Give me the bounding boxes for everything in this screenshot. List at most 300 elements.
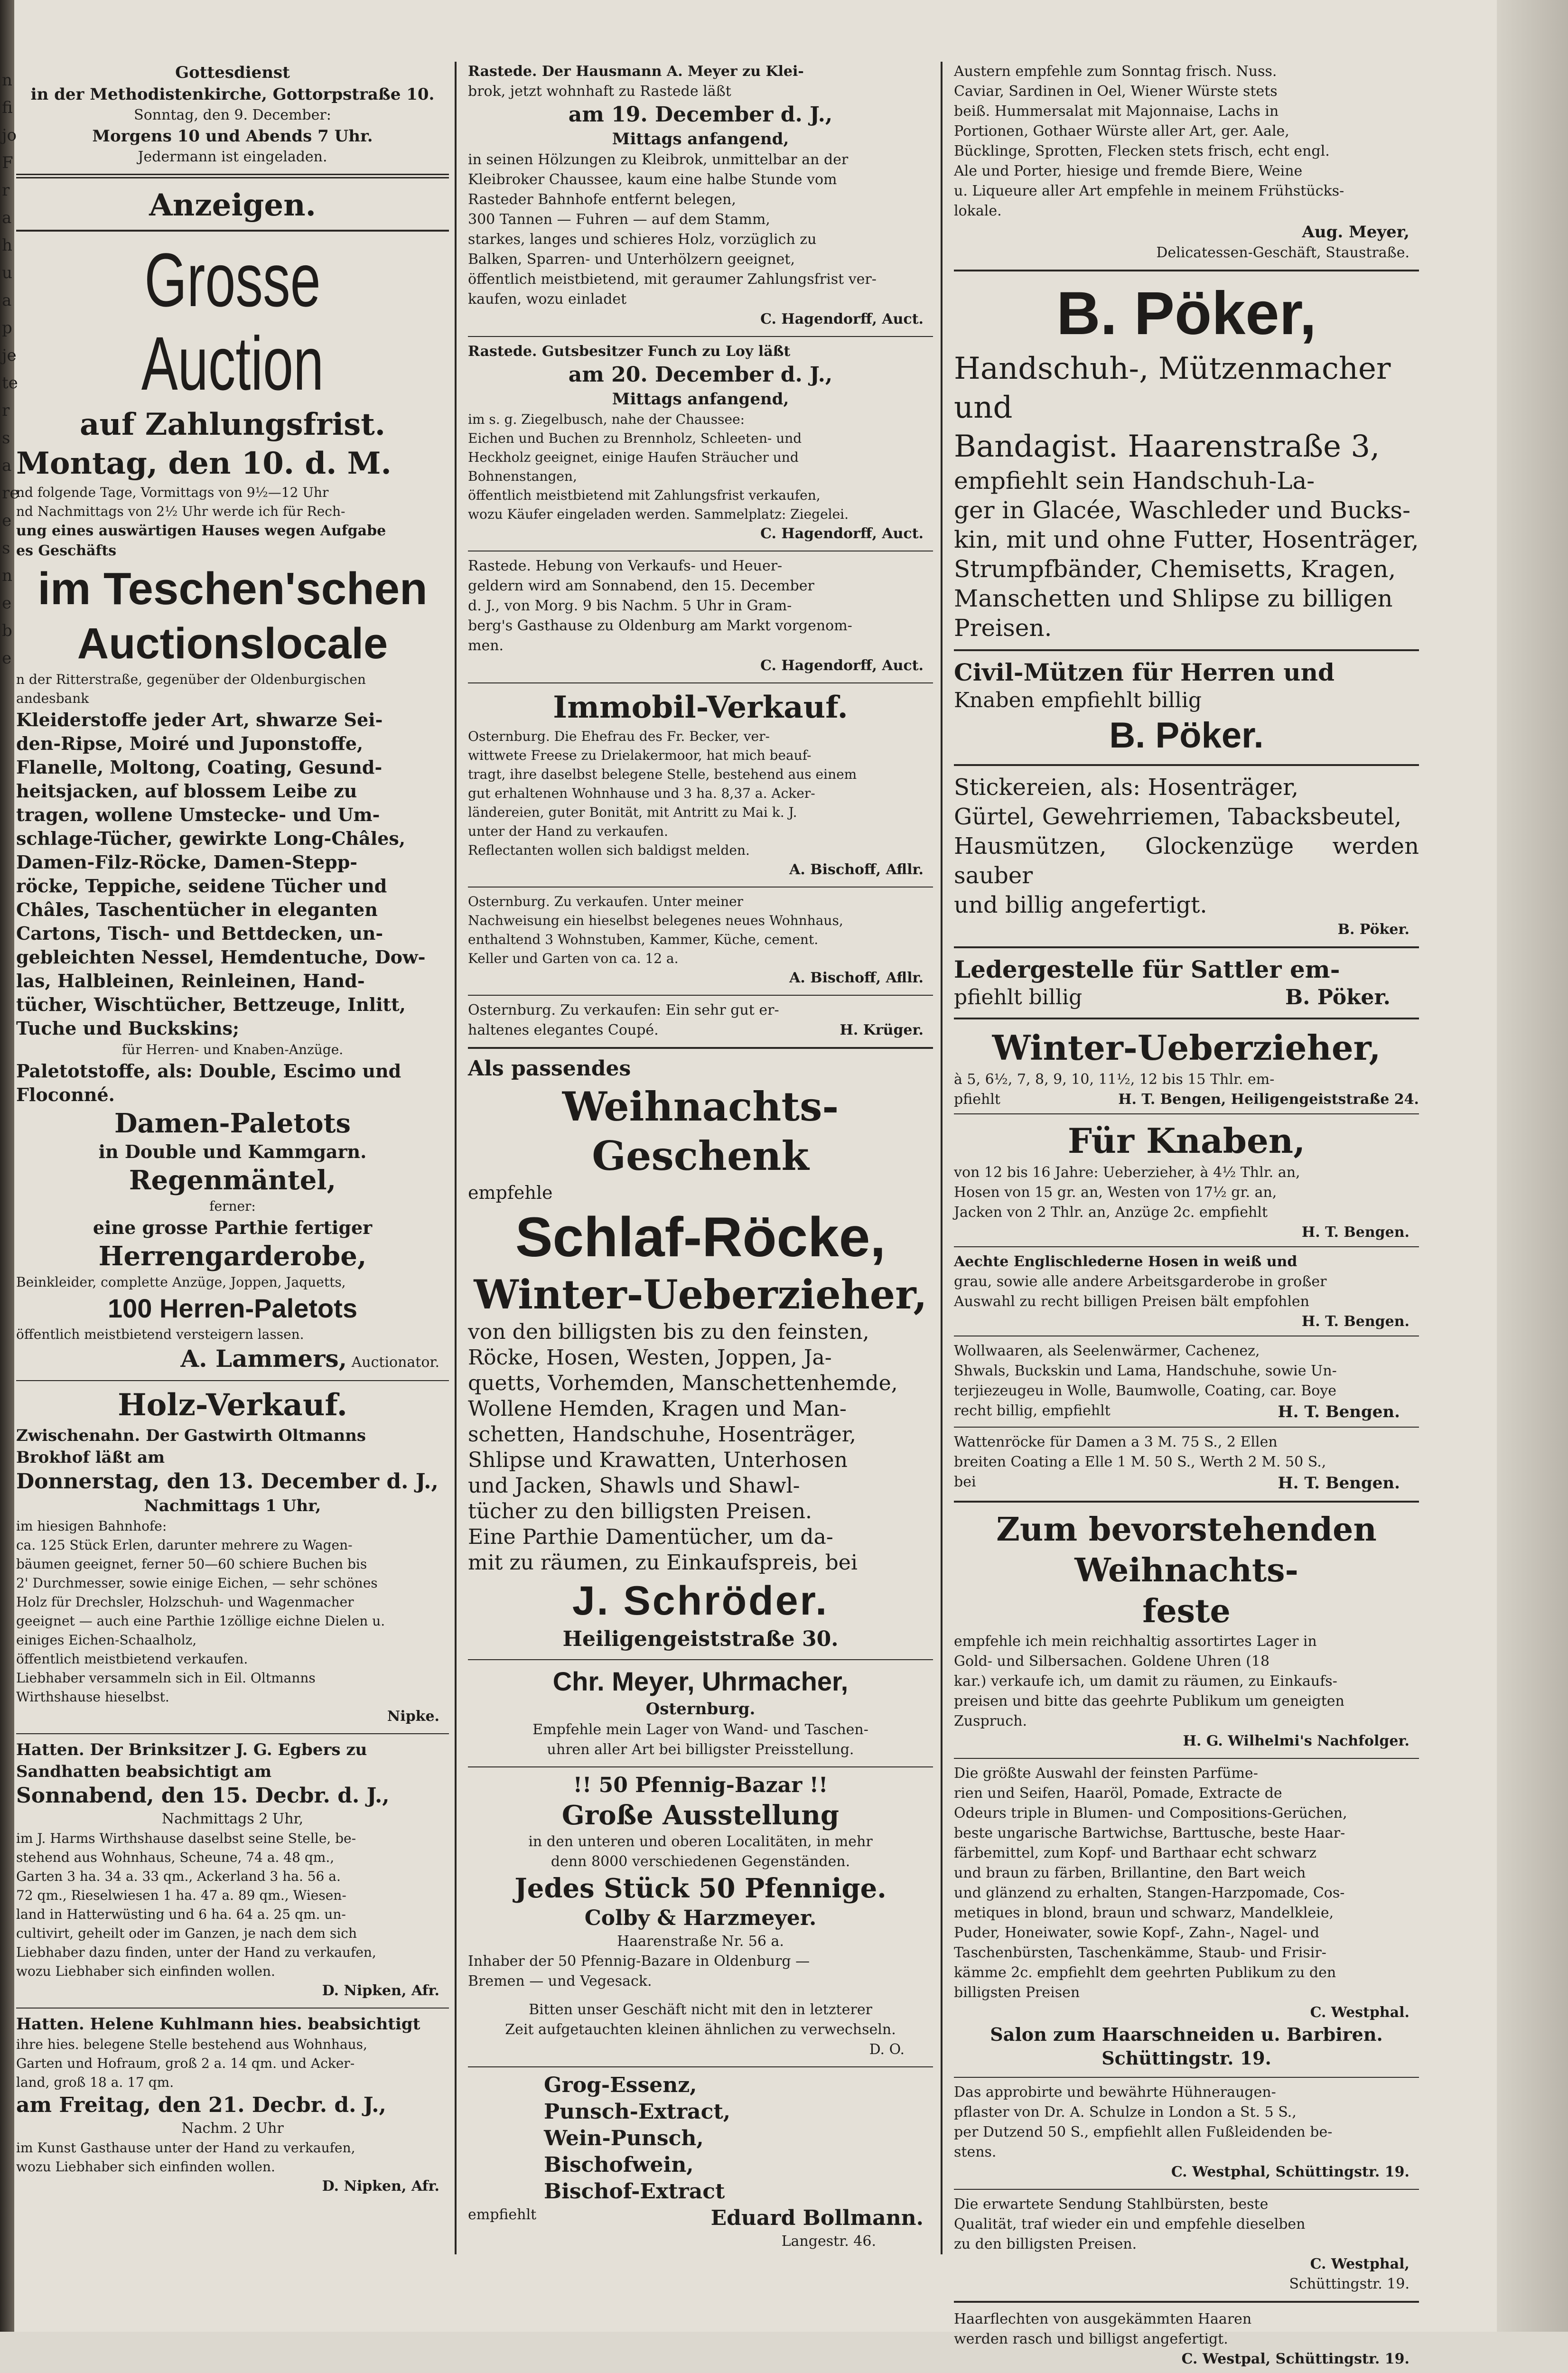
text-line: bäumen geeignet, ferner 50—60 schiere Buchen bis: [16, 1556, 367, 1572]
ad-text: recht billig, empfiehlt: [954, 1402, 1111, 1419]
service-line: Morgens 10 und Abends 7 Uhr.: [92, 127, 373, 146]
auction-date: Montag, den 10. d. M.: [16, 446, 392, 481]
text-line: pflaster von Dr. A. Schulze in London a St. 5 S.,: [954, 2104, 1297, 2121]
text-line: Zuspruch.: [954, 1713, 1027, 1729]
text-line: Kleiderstoffe jeder Art, shwarze Sei-: [16, 709, 383, 730]
poeker-name: B. Pöker.: [1285, 985, 1391, 1009]
holz-body: [16, 1517, 449, 1707]
divider: [954, 649, 1419, 651]
text-line: e: [2, 511, 12, 530]
text-line: von den billigsten bis zu den feinsten,: [468, 1320, 869, 1344]
poeker-subtitle: Bandagist. Haarenstraße 3,: [954, 429, 1380, 464]
coupe-ad: [468, 1000, 933, 1040]
auction-venue: im Teschen'schen: [37, 563, 428, 614]
stahlbuersten-ad: [954, 2195, 1419, 2294]
ad-time: Mittags anfangend,: [612, 130, 789, 149]
huehneraugen-ad: [954, 2083, 1419, 2182]
text-line: kar.) verkaufe ich, um damit zu räumen, zu Einkaufs-: [954, 1673, 1337, 1690]
ad-body: [954, 1764, 1419, 2003]
westphal-name: C. Westphal, Schüttingstr. 19.: [1171, 2164, 1409, 2180]
grog-ad: [468, 2072, 933, 2252]
text-line: h: [2, 236, 12, 255]
text-line: las, Halbleinen, Reinleinen, Hand-: [16, 970, 365, 991]
text-line: p: [2, 318, 12, 337]
text-line: im Kunst Gasthause unter der Hand zu verkaufen,: [16, 2140, 355, 2156]
column-middle: [468, 62, 933, 2307]
wilhelmi-ad: [954, 1509, 1419, 1751]
ad-body: [954, 2195, 1419, 2254]
text-line: Keller und Garten von ca. 12 a.: [468, 951, 679, 966]
ad-text: terjiezeugeu in Wolle, Baumwolle, Coating, car. Boye: [954, 1383, 1337, 1399]
meyer-title: Chr. Meyer, Uhrmacher,: [552, 1666, 849, 1696]
text-line: n: [2, 71, 12, 90]
ad-text: Wollwaaren, als Seelenwärmer, Cachenez,: [954, 1343, 1260, 1359]
schroeder-name: J. Schröder.: [572, 1578, 829, 1624]
ad-signature: A. Bischoff, Afllr.: [789, 861, 924, 878]
holz-text: Brokhof läßt am: [16, 1448, 165, 1467]
bengen-name: H. T. Bengen.: [1278, 1402, 1400, 1421]
auction-text: ung eines auswärtigen Hauses wegen Aufgabe: [16, 523, 386, 539]
text-line: Röcke, Hosen, Westen, Joppen, Ja-: [468, 1345, 832, 1370]
page-margin: [1497, 0, 1568, 2332]
text-line: Heckholz geeignet, einige Haufen Sträucher und: [468, 449, 799, 465]
ad-signature: H. G. Wilhelmi's Nachfolger.: [1183, 1733, 1409, 1749]
poeker-body: [954, 466, 1419, 643]
text-line: den-Ripse, Moiré und Juponstoffe,: [16, 733, 364, 754]
divider: [954, 764, 1419, 766]
text-line: a: [2, 208, 12, 227]
westphal-ad: [954, 1764, 1419, 2070]
text-line: Caviar, Sardinen in Oel, Wiener Würste stets: [954, 83, 1278, 100]
rastede-meyer-ad: [468, 62, 933, 329]
rastede-hebung-ad: [468, 556, 933, 676]
text-line: tücher zu den billigsten Preisen.: [468, 1499, 812, 1523]
divider: [954, 1246, 1419, 1247]
text-line: fi: [2, 98, 13, 117]
text-line: Châles, Taschentücher in eleganten: [16, 899, 378, 920]
text-line: Austern empfehle zum Sonntag frisch. Nuss.: [954, 63, 1277, 80]
stickerei-ad: [954, 773, 1419, 940]
text-line: u: [2, 263, 12, 282]
ad-text: Rastede. Gutsbesitzer Funch zu Loy läßt: [468, 343, 791, 360]
westphal-salon: Salon zum Haarschneiden u. Barbiren.: [990, 2024, 1383, 2045]
ad-text: brok, jetzt wohnhaft zu Rastede läßt: [468, 83, 731, 100]
ad-text: Rastede. Der Hausmann A. Meyer zu Klei-: [468, 63, 804, 80]
text-line: Portionen, Gothaer Würste aller Art, ger. Aale,: [954, 123, 1289, 140]
hatten-body: [16, 1829, 449, 1981]
auction-subtitle: auf Zahlungsfrist.: [79, 407, 386, 442]
bazar-owner: Colby & Harzmeyer.: [584, 1906, 817, 1930]
text-line: Bischof-Extract: [544, 2179, 725, 2204]
fest-title: Zum bevorstehenden Weihnachts-: [996, 1511, 1377, 1589]
ad-body: [954, 62, 1419, 221]
hatten-time: Nachmittags 2 Uhr,: [161, 1811, 304, 1827]
holz-date: Donnerstag, den 13. December d. J.,: [16, 1469, 439, 1494]
auction-text: öffentlich meistbietend versteigern lassen.: [16, 1327, 304, 1342]
text-line: Manschetten und Shlipse zu billigen: [954, 585, 1393, 612]
schroeder-address: Heiligengeiststraße 30.: [562, 1627, 839, 1651]
civil-ad: [954, 658, 1419, 757]
text-line: unter der Hand zu verkaufen.: [468, 823, 668, 839]
text-line: Liebhaber versammeln sich in Eil. Oltmanns: [16, 1670, 316, 1686]
text-line: lokale.: [954, 203, 1002, 219]
hatten-text: Sandhatten beabsichtigt am: [16, 1762, 272, 1781]
meyer-ad: [468, 1665, 933, 1760]
ad-text: Osternburg.: [645, 1700, 756, 1719]
ad-signature: Aug. Meyer,: [1302, 223, 1409, 242]
weihnacht-headline: Winter-Ueberzieher,: [474, 1271, 927, 1318]
hatten-body: [16, 2139, 449, 2177]
text-line: und glänzend zu erhalten, Stangen-Harzpomade, Cos-: [954, 1885, 1345, 1901]
text-line: Strumpfbänder, Chemisetts, Kragen,: [954, 555, 1396, 583]
text-line: a: [2, 291, 12, 310]
grog-items: [468, 2072, 933, 2205]
auction-title: Grosse Auction: [141, 237, 324, 406]
divider: [468, 682, 933, 683]
ad-text: Jacken von 2 Thlr. an, Anzüge 2c. empfiehlt: [954, 1204, 1268, 1221]
service-line: in der Methodistenkirche, Gottorpstraße 10.: [30, 85, 435, 104]
hatten-signature: D. Nipken, Afr.: [322, 2178, 439, 2195]
divider: [16, 2008, 449, 2009]
ad-text: Bremen — und Vegesack.: [468, 1973, 652, 1990]
service-title: Gottesdienst: [175, 63, 290, 82]
ad-text: breiten Coating a Elle 1 M. 50 S., Werth 2 M. 50 S.,: [954, 1454, 1326, 1470]
hatten-body: [16, 2035, 449, 2092]
column-rule: [941, 62, 943, 2254]
auction-highlight: 100 Herren-Paletots: [107, 1293, 357, 1323]
ad-text: von 12 bis 16 Jahre: Ueberzieher, à 4½ Thlr. an,: [954, 1164, 1300, 1181]
text-line: 72 qm., Rieselwiesen 1 ha. 47 a. 89 qm., Wiesen-: [16, 1887, 346, 1903]
auction-text: es Geschäfts: [16, 542, 117, 559]
rastede-funch-ad: [468, 342, 933, 544]
ad-text: in den unteren und oberen Localitäten, in mehr: [528, 1833, 873, 1850]
divider: [954, 1018, 1419, 1019]
hatten-date: am Freitag, den 21. Decbr. d. J.,: [16, 2093, 386, 2117]
divider: [954, 1501, 1419, 1503]
text-line: Tuche und Buckskins;: [16, 1018, 240, 1039]
text-line: Garten und Hofraum, groß 2 a. 14 qm. und Acker-: [16, 2055, 355, 2071]
text-line: s: [2, 429, 10, 448]
ad-address: Delicatessen-Geschäft, Staustraße.: [1156, 244, 1409, 261]
text-line: Die größte Auswahl der feinsten Parfüme-: [954, 1765, 1258, 1782]
text-line: öffentlich meistbietend verkaufen.: [16, 1651, 248, 1667]
ad-text: denn 8000 verschiedenen Gegenständen.: [551, 1853, 850, 1870]
bazar-title: Große Ausstellung: [561, 1800, 840, 1831]
weihnacht-headline: Schlaf-Röcke,: [515, 1206, 886, 1269]
text-line: beste ungarische Bartwichse, Barttusche, beste Haar-: [954, 1825, 1345, 1841]
auction-goods: [16, 708, 449, 1040]
text-line: Hausmützen, Glockenzüge werden sauber: [954, 833, 1419, 889]
ad-body: [468, 727, 933, 860]
auction-highlight: Damen-Paletots: [114, 1108, 351, 1139]
text-line: F: [2, 153, 13, 172]
service-notice: [16, 62, 449, 167]
westphal-address: Schüttingstr. 19.: [1289, 2276, 1409, 2292]
hatten-egbers-ad: [16, 1739, 449, 2001]
ad-text: Shwals, Buckskin und Lama, Handschuhe, sowie Un-: [954, 1363, 1337, 1379]
text-line: gut erhaltenen Wohnhause und 3 ha. 8,37 a. Acker-: [468, 785, 815, 801]
ad-text: empfehle: [468, 1182, 553, 1203]
text-line: n: [2, 566, 12, 585]
auction-text: nd Nachmittags von 2½ Uhr werde ich für Rech-: [16, 504, 345, 519]
bengen-name: H. T. Bengen.: [1301, 1224, 1409, 1241]
auction-text: in Double und Kammgarn.: [98, 1141, 367, 1162]
text-line: zu den billigsten Preisen.: [954, 2236, 1137, 2252]
divider: [468, 1659, 933, 1660]
text-line: e: [2, 594, 12, 613]
osternburg-ad: [468, 892, 933, 988]
text-line: quetts, Vorhemden, Manschettenhemde,: [468, 1371, 898, 1395]
westphal-name: C. Westpal, Schüttingstr. 19.: [1181, 2351, 1409, 2367]
bengen-title: Für Knaben,: [1067, 1121, 1306, 1161]
auction-venue: Auctionslocale: [77, 619, 388, 668]
text-line: Eichen und Buchen zu Brennholz, Schleeten- und: [468, 430, 802, 446]
text-line: Bohnenstangen,: [468, 468, 577, 484]
divider: [16, 1733, 449, 1734]
text-line: Garten 3 ha. 34 a. 33 qm., Ackerland 3 ha. 56 a.: [16, 1869, 341, 1884]
text-line: Rasteder Bahnhofe entfernt belegen,: [468, 191, 736, 208]
text-line: wozu Käufer eingeladen werden. Sammelplatz: Ziegelei.: [468, 506, 849, 522]
text-line: ca. 125 Stück Erlen, darunter mehrere zu Wagen-: [16, 1537, 353, 1553]
ad-text: pfiehlt billig: [954, 985, 1083, 1009]
holz-title: Holz-Verkauf.: [118, 1387, 347, 1423]
hatten-text: Hatten. Helene Kuhlmann hies. beabsichtigt: [16, 2015, 420, 2034]
text-line: wozu Liebhaber sich einfinden wollen.: [16, 2159, 275, 2175]
auction-ad: [16, 238, 449, 1373]
ad-text: empfiehlt: [468, 2206, 537, 2223]
ad-date: am 20. December d. J.,: [568, 363, 833, 387]
poeker-title: B. Pöker,: [1056, 280, 1316, 347]
section-heading: Anzeigen.: [149, 187, 316, 223]
divider: [954, 2301, 1419, 2303]
ad-address: Langestr. 46.: [781, 2233, 876, 2250]
auction-highlight: Regenmäntel,: [129, 1165, 336, 1196]
ad-text: Aechte Englischlederne Hosen in weiß und: [954, 1253, 1297, 1270]
text-line: Bücklinge, Sprotten, Flecken stets frisch, echt engl.: [954, 143, 1330, 159]
text-line: Cartons, Tisch- und Bettdecken, un-: [16, 923, 383, 944]
auction-text: andesbank: [16, 691, 89, 706]
auction-text: Beinkleider, complette Anzüge, Joppen, Jaquetts,: [16, 1274, 346, 1290]
text-line: metiques in blond, braun und schwarz, Mandelkleie,: [954, 1905, 1334, 1921]
ad-text: à 5, 6½, 7, 8, 9, 10, 11½, 12 bis 15 Thlr. em-: [954, 1071, 1275, 1088]
text-line: Shlipse und Krawatten, Unterhosen: [468, 1448, 848, 1472]
ad-text: pfiehlt: [954, 1091, 1000, 1108]
poeker-subtitle: Handschuh-, Mützenmacher und: [954, 351, 1391, 425]
divider: [954, 946, 1419, 948]
text-line: tücher, Wischtücher, Bettzeuge, Inlitt,: [16, 994, 406, 1015]
austern-ad: [954, 62, 1419, 263]
text-line: öffentlich meistbietend, mit geraumer Zahlungsfrist ver-: [468, 271, 877, 288]
ad-text: Bitten unser Geschäft nicht mit den in letzterer: [529, 2001, 872, 2018]
divider: [468, 887, 933, 888]
text-line: men.: [468, 637, 504, 654]
text-line: b: [2, 621, 12, 640]
text-line: schetten, Handschuhe, Hosenträger,: [468, 1422, 856, 1447]
ad-body: [468, 556, 933, 656]
text-line: kämme 2c. empfiehlt dem geehrten Publikum zu den: [954, 1964, 1336, 1981]
ad-text: grau, sowie alle andere Arbeitsgarderobe in großer: [954, 1273, 1327, 1290]
divider: [468, 2066, 933, 2067]
text-line: Puder, Honeiwater, sowie Kopf-, Zahn-, Nagel- und: [954, 1925, 1319, 1941]
ad-body: [954, 2083, 1419, 2162]
poeker-name: B. Pöker.: [1337, 921, 1409, 938]
bengen-ad: [954, 1026, 1419, 1494]
auction-text: für Herren- und Knaben-Anzüge.: [121, 1042, 344, 1057]
text-line: Die erwartete Sendung Stahlbürsten, beste: [954, 2196, 1269, 2213]
text-line: tragt, ihre daselbst belegene Stelle, bestehend aus einem: [468, 766, 857, 782]
text-line: tragen, wollene Umstecke- und Um-: [16, 804, 380, 825]
divider: [954, 1113, 1419, 1114]
text-line: stens.: [954, 2144, 997, 2160]
ad-text: Civil-Mützen für Herren und: [954, 658, 1335, 686]
text-line: billigsten Preisen: [954, 1984, 1080, 2001]
divider: [16, 1380, 449, 1381]
ad-text: Auswahl zu recht billigen Preisen bält empfohlen: [954, 1293, 1309, 1310]
text-line: stehend aus Wohnhaus, Scheune, 74 a. 48 qm.,: [16, 1850, 335, 1865]
text-line: mit zu räumen, zu Einkaufspreis, bei: [468, 1551, 858, 1575]
auctioneer-name: A. Lammers,: [180, 1345, 347, 1373]
text-line: empfiehlt sein Handschuh-La-: [954, 467, 1315, 495]
text-line: rien und Seifen, Haaröl, Pomade, Extracte de: [954, 1785, 1282, 1802]
text-line: starkes, langes und schieres Holz, vorzüglich zu: [468, 231, 817, 248]
weihnacht-ad: [468, 1056, 933, 1653]
text-line: geeignet — auch eine Parthie 1zöllige eichne Dielen u.: [16, 1613, 385, 1629]
text-line: s: [2, 539, 10, 558]
divider: [16, 230, 449, 232]
weihnacht-headline: Weihnachts-Geschenk: [562, 1083, 839, 1179]
text-line: Preisen.: [954, 614, 1052, 642]
text-line: in seinen Hölzungen zu Kleibrok, unmittelbar an der: [468, 151, 849, 168]
ad-body: [468, 892, 933, 968]
text-line: je: [2, 346, 17, 365]
hatten-time: Nachm. 2 Uhr: [181, 2120, 284, 2137]
ad-text: Hosen von 15 gr. an, Westen von 17½ gr. an,: [954, 1184, 1277, 1201]
ad-time: Mittags anfangend,: [612, 390, 789, 409]
text-line: schlage-Tücher, gewirkte Long-Châles,: [16, 828, 406, 849]
text-line: einiges Eichen-Schaalholz,: [16, 1632, 197, 1648]
text-line: Osternburg. Die Ehefrau des Fr. Becker, ver-: [468, 729, 770, 744]
divider: [468, 1047, 933, 1049]
text-line: Taschenbürsten, Taschenkämme, Staub- und Frisir-: [954, 1944, 1326, 1961]
poeker-name: B. Pöker.: [1109, 715, 1264, 756]
ad-text: Empfehle mein Lager von Wand- und Taschen-: [532, 1721, 868, 1738]
binding-fragments: [2, 66, 19, 672]
text-line: per Dutzend 50 S., empfiehlt allen Fußleidenden be-: [954, 2124, 1333, 2140]
text-line: Reflectanten wollen sich baldigst melden.: [468, 842, 750, 858]
bengen-name: H. T. Bengen, Heiligengeiststraße 24.: [1118, 1091, 1419, 1108]
text-line: im hiesigen Bahnhofe:: [16, 1518, 167, 1534]
westphal-name: C. Westphal.: [1310, 2004, 1409, 2021]
text-line: Punsch-Extract,: [544, 2100, 731, 2124]
text-line: färbemittel, zum Kopf- und Barthaar echt schwarz: [954, 1845, 1316, 1861]
text-line: und billig angefertigt.: [954, 892, 1207, 918]
text-line: geldern wird am Sonnabend, den 15. December: [468, 578, 814, 594]
bengen-name: H. T. Bengen.: [1301, 1313, 1409, 1330]
haarflechten-ad: [954, 2309, 1419, 2369]
ad-text: Zeit aufgetauchten kleinen ähnlichen zu verwechseln.: [505, 2021, 896, 2038]
text-line: Gold- und Silbersachen. Goldene Uhren (18: [954, 1653, 1270, 1670]
ad-text: Inhaber der 50 Pfennig-Bazare in Oldenburg —: [468, 1953, 810, 1970]
ad-signature: D. O.: [869, 2041, 905, 2058]
text-line: im J. Harms Wirthshause daselbst seine Stelle, be-: [16, 1831, 356, 1846]
text-line: ländereien, guter Bonität, mit Antritt zu Mai k. J.: [468, 804, 797, 820]
text-line: wittwete Freese zu Drielakermoor, hat mich beauf-: [468, 747, 812, 763]
text-line: jo: [2, 126, 17, 145]
bazar-price: Jedes Stück 50 Pfennige.: [514, 1873, 887, 1904]
text-line: kaufen, wozu einladet: [468, 291, 627, 308]
text-line: Eine Parthie Damentücher, um da-: [468, 1525, 833, 1549]
text-line: 300 Tannen — Fuhren — auf dem Stamm,: [468, 211, 770, 228]
immobil-title: Immobil-Verkauf.: [553, 690, 848, 725]
stick-body: [954, 773, 1419, 920]
text-line: Stickereien, als: Hosenträger,: [954, 774, 1299, 801]
ad-signature: C. Hagendorff, Auct.: [760, 311, 924, 327]
ad-text: Osternburg. Zu verkaufen: Ein sehr gut er-: [468, 1002, 779, 1018]
service-line: Jedermann ist eingeladen.: [138, 149, 327, 165]
text-line: cultivirt, geheilt oder im Ganzen, je nach dem sich: [16, 1925, 357, 1941]
divider: [954, 1427, 1419, 1428]
text-line: 2' Durchmesser, sowie einige Eichen, — sehr schönes: [16, 1575, 378, 1591]
text-line: Ale und Porter, hiesige und fremde Biere, Weine: [954, 163, 1303, 179]
holz-text: Zwischenahn. Der Gastwirth Oltmanns: [16, 1426, 366, 1445]
weihnacht-body: [468, 1319, 933, 1576]
ad-text: Wattenröcke für Damen a 3 M. 75 S., 2 Ellen: [954, 1434, 1278, 1450]
ad-signature: H. Krüger.: [840, 1022, 924, 1038]
text-line: Odeurs triple in Blumen- und Compositions-Gerüchen,: [954, 1805, 1347, 1822]
text-line: a: [2, 456, 12, 475]
text-line: Wein-Punsch,: [544, 2126, 704, 2150]
text-line: heitsjacken, auf blossem Leibe zu: [16, 780, 357, 802]
service-line: Sonntag, den 9. December:: [134, 107, 331, 123]
hatten-signature: D. Nipken, Afr.: [322, 1982, 439, 1999]
text-line: ihre hies. belegene Stelle bestehend aus Wohnhaus,: [16, 2037, 367, 2052]
ad-text: werden rasch und billigst angefertigt.: [954, 2331, 1228, 2347]
divider: [954, 2077, 1419, 2078]
ad-text: Haarenstraße Nr. 56 a.: [617, 1933, 784, 1950]
ad-body: [468, 150, 933, 309]
column-rule: [455, 62, 457, 2254]
text-line: im s. g. Ziegelbusch, nahe der Chaussee:: [468, 411, 745, 427]
westphal-name: C. Westphal,: [1310, 2256, 1409, 2272]
text-line: d. J., von Morg. 9 bis Nachm. 5 Uhr in Gram-: [468, 598, 792, 614]
divider: [468, 336, 933, 337]
ad-signature: C. Hagendorff, Auct.: [760, 657, 924, 674]
divider: [954, 270, 1419, 271]
text-line: Wirthshause hieselbst.: [16, 1689, 169, 1705]
text-line: Liebhaber dazu finden, unter der Hand zu verkaufen,: [16, 1944, 376, 1960]
bazar-ad: [468, 1772, 933, 2060]
divider: [468, 995, 933, 996]
auction-text: nd folgende Tage, Vormittags von 9½—12 Uhr: [16, 485, 329, 500]
ad-date: am 19. December d. J.,: [568, 103, 833, 127]
text-line: preisen und bitte das geehrte Publikum um geneigten: [954, 1693, 1344, 1710]
text-line: gebleichten Nessel, Hemdentuche, Dow-: [16, 946, 426, 968]
text-line: wozu Liebhaber sich einfinden wollen.: [16, 1963, 275, 1979]
text-line: empfehle ich mein reichhaltig assortirtes Lager in: [954, 1633, 1317, 1650]
auction-text: ferner:: [209, 1198, 256, 1214]
text-line: beiß. Hummersalat mit Majonnaise, Lachs in: [954, 103, 1279, 120]
text-line: Balken, Sparren- und Unterhölzern geeignet,: [468, 251, 795, 268]
auction-text: Floconné.: [16, 1084, 115, 1105]
fest-title: feste: [1142, 1592, 1231, 1630]
text-line: r: [2, 401, 10, 420]
text-line: und braun zu färben, Brillantine, den Bart weich: [954, 1865, 1306, 1881]
text-line: und Jacken, Shawls und Shawl-: [468, 1474, 800, 1498]
text-line: land in Hatterwüsting und 6 ha. 64 a. 25 qm. un-: [16, 1906, 346, 1922]
text-line: enthaltend 3 Wohnstuben, Kammer, Küche, cement.: [468, 932, 819, 947]
ad-text: Als passendes: [468, 1056, 631, 1081]
divider: [954, 1758, 1419, 1759]
